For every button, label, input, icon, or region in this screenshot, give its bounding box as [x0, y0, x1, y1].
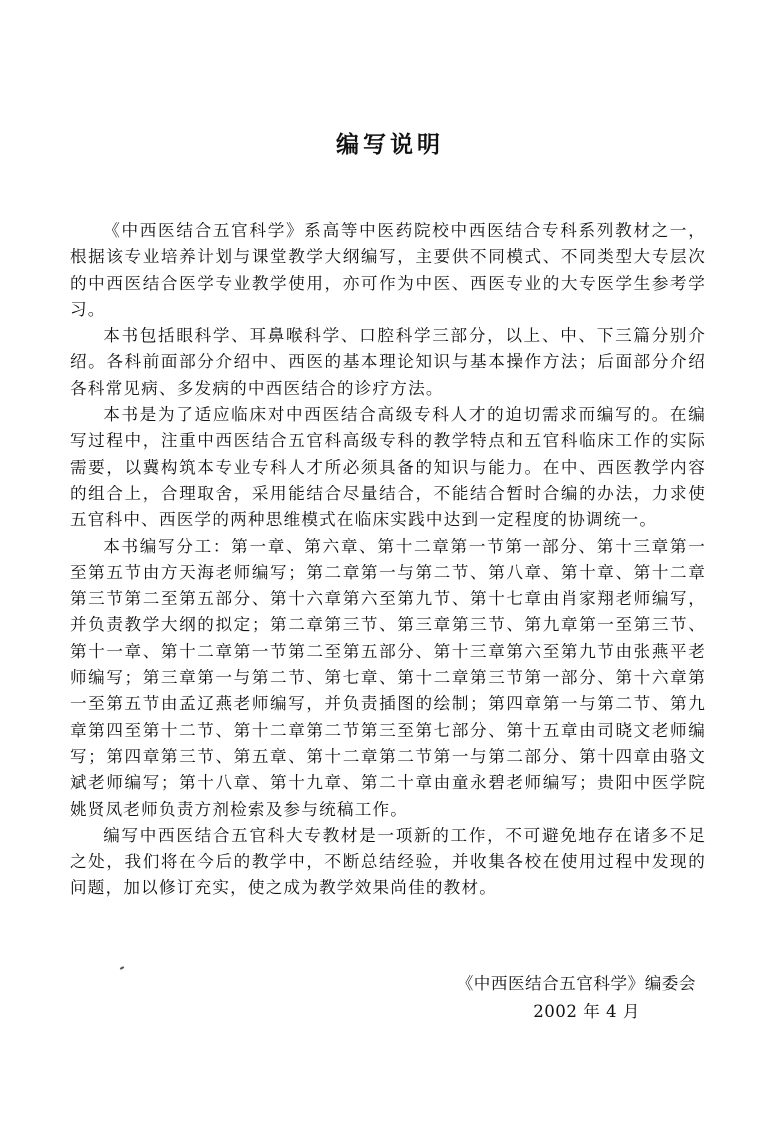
paragraph-closing: 编写中西医结合五官科大专教材是一项新的工作，不可避免地存在诸多不足之处，我们将在今后的教学中，不断总结经验，并收集各校在使用过程中发现的问题，加以修订充实，使之成为教学效果尚佳的教材。 [70, 825, 706, 898]
signature-committee: 《中西医结合五官科学》编委会 [456, 974, 696, 993]
page-title: 编写说明 [336, 132, 444, 158]
preface-body [70, 218, 706, 902]
signature-date: 2002 年 4 月 [533, 1002, 640, 1021]
scan-speck [120, 966, 124, 970]
paragraph-purpose: 本书是为了适应临床对中西医结合高级专科人才的迫切需求而编写的。在编写过程中，注重中西医结合五官科高级专科的教学特点和五官科临床工作的实际需要，以冀构筑本专业专科人才所必须具备的知识与能力。在中、西医教学内容的组合上，合理取舍，采用能结合尽量结合，不能结合暂时合编的办法，力求使五官科中、西医学的两种思维模式在临床实践中达到一定程度的协调统一。 [70, 405, 706, 530]
paragraph-authors: 本书编写分工：第一章、第六章、第十二章第一节第一部分、第十三章第一至第五节由方天海老师编写；第二章第一与第二节、第八章、第十章、第十二章第三节第二至第五部分、第十六章第六至第九节、第十七章由肖家翔老师编写，并负责教学大纲的拟定；第二章第三节、第三章第三节、第九章第一至第三节、第十一章、第十二章第一节第二至第五部分、第十三章第六至第九节由张燕平老师编写；第三章第一与第二节、第七章、第十二章第三节第一部分、第十六章第一至第五节由孟辽燕老师编写，并负责插图的绘制；第四章第一与第二节、第九章第四至第十二节、第十二章第二节第三至第七部分、第十五章由司晓文老师编写；第四章第三节、第五章、第十二章第二节第一与第二部分、第十四章由骆文斌老师编写；第十八章、第十九章、第二十章由童永碧老师编写；贵阳中医学院姚贤凤老师负责方剂检索及参与统稿工作。 [70, 536, 706, 819]
signature-block [457, 970, 696, 1026]
paragraph-scope: 本书包括眼科学、耳鼻喉科学、口腔科学三部分，以上、中、下三篇分别介绍。各科前面部分介绍中、西医的基本理论知识与基本操作方法；后面部分介绍各科常见病、多发病的中西医结合的诊疗方法。 [70, 326, 706, 398]
paragraph-intro: 《中西医结合五官科学》系高等中医药院校中西医结合专科系列教材之一，根据该专业培养计划与课堂教学大纲编写，主要供不同模式、不同类型大专层次的中西医结合医学专业教学使用，亦可作为中医、西医专业的大专医学生参考学习。 [70, 221, 706, 319]
